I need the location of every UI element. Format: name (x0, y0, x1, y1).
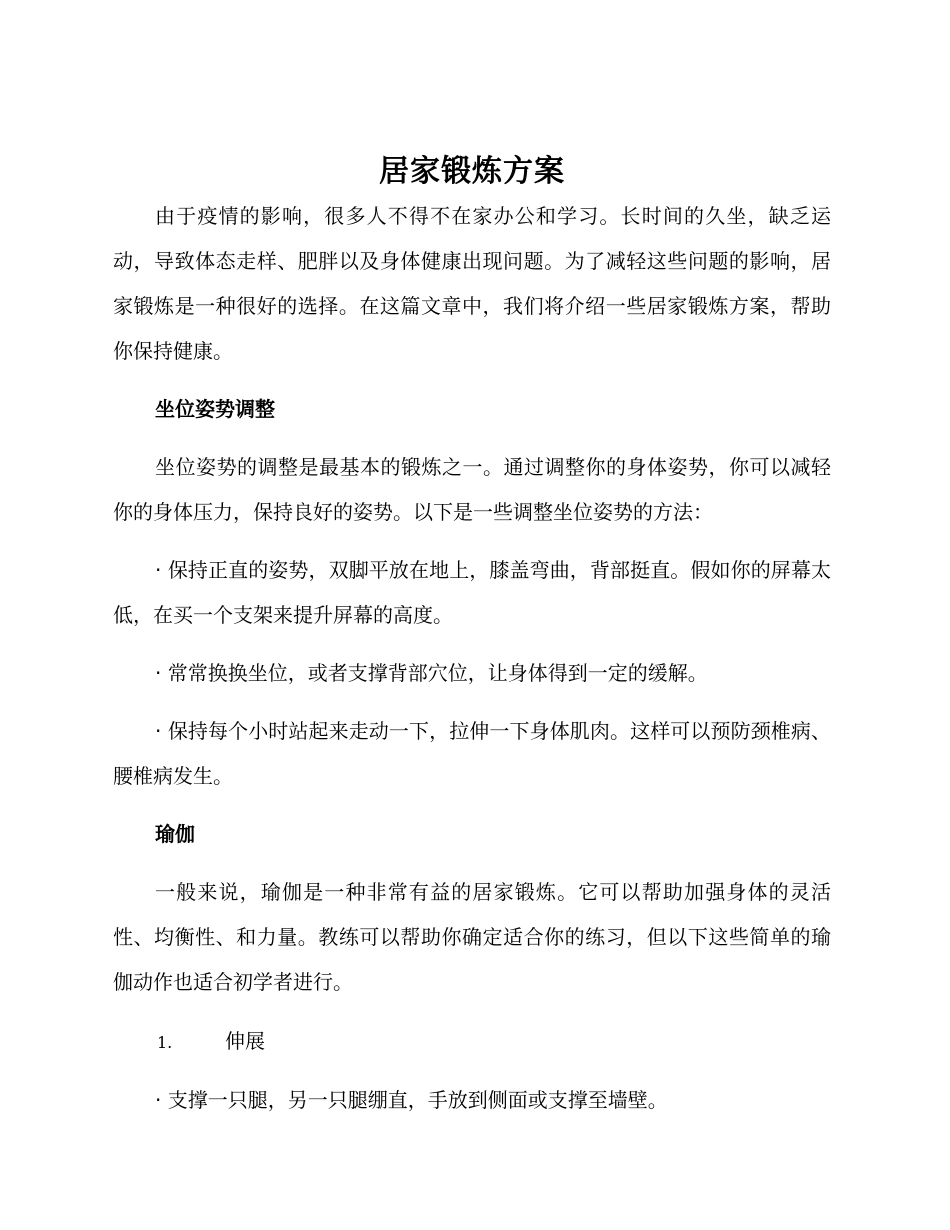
document-page (113, 150, 831, 1123)
bullet-item: · 常常换换坐位，或者支撑背部穴位，让身体得到一定的缓解。 (155, 661, 708, 685)
spacer (113, 696, 831, 709)
spacer (113, 374, 831, 387)
section-heading-yoga: 瑜伽 (155, 822, 195, 846)
list-item-label: 伸展 (225, 1029, 265, 1053)
bullet-item: · 保持正直的姿势，双脚平放在地上，膝盖弯曲，背部挺直。假如你的屏幕太低，在买一个支架来提升屏幕的高度。 (113, 558, 831, 627)
section-paragraph-sitting-posture: 坐位姿势的调整是最基本的锻炼之一。通过调整你的身体姿势，你可以减轻你的身体压力，保持良好的姿势。以下是一些调整坐位姿势的方法： (113, 455, 831, 524)
spacer (113, 638, 831, 651)
bullet-item: · 保持每个小时站起来走动一下，拉伸一下身体肌肉。这样可以预防颈椎病、腰椎病发生。 (113, 719, 831, 788)
numbered-item (113, 1019, 831, 1065)
section-heading-sitting-posture: 坐位姿势调整 (155, 397, 275, 421)
spacer (113, 1065, 831, 1078)
spacer (113, 535, 831, 548)
document-title: 居家锻炼方案 (379, 154, 565, 189)
intro-paragraph: 由于疫情的影响，很多人不得不在家办公和学习。长时间的久坐，缺乏运动，导致体态走样、肥胖以及身体健康出现问题。为了减轻这些问题的影响，居家锻炼是一种很好的选择。在这篇文章中，我们将介绍一些居家锻炼方案，帮助你保持健康。 (113, 204, 831, 363)
spacer (113, 857, 831, 870)
list-number: 1. (157, 1033, 173, 1052)
spacer (113, 432, 831, 445)
bullet-item: · 支撑一只腿，另一只腿绷直，手放到侧面或支撑至墙壁。 (155, 1088, 668, 1112)
spacer (113, 799, 831, 812)
spacer (113, 1005, 831, 1019)
section-paragraph-yoga: 一般来说，瑜伽是一种非常有益的居家锻炼。它可以帮助加强身体的灵活性、均衡性、和力量。教练可以帮助你确定适合你的练习，但以下这些简单的瑜伽动作也适合初学者进行。 (113, 880, 831, 994)
